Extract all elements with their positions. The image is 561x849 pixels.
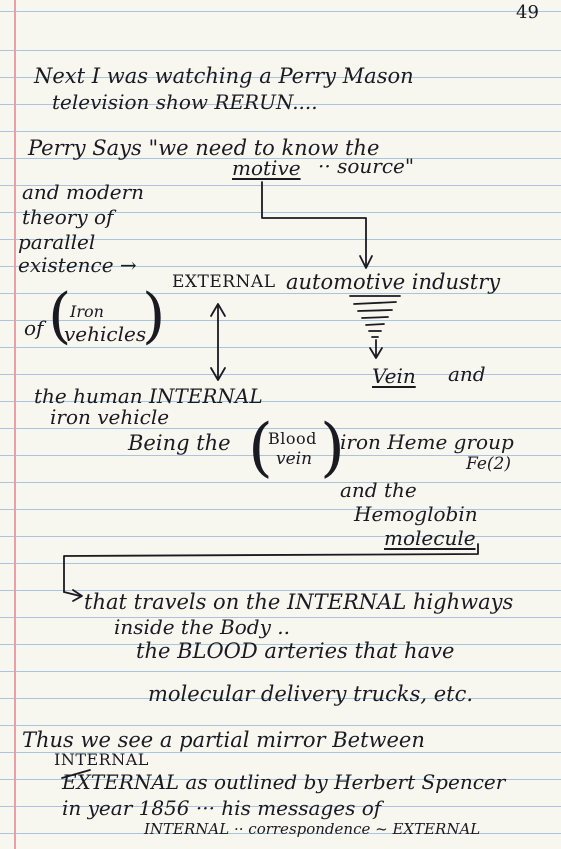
word-vein-2: vein	[276, 449, 313, 469]
line-6: theory of	[22, 205, 114, 229]
hook-line	[64, 544, 478, 592]
paren-right-iron: )	[142, 281, 166, 351]
paren-right-blood: )	[320, 411, 345, 485]
word-being-the: Being the	[128, 431, 231, 455]
line-24: INTERNAL	[54, 750, 149, 769]
word-motive: motive	[232, 156, 301, 180]
iron-heme-group: iron Heme group	[340, 430, 514, 454]
word-vein: Vein	[372, 364, 416, 388]
word-source: ·· source"	[318, 154, 415, 178]
and-the: and the	[340, 478, 417, 502]
line-27: INTERNAL ·· correspondence ~ EXTERNAL	[144, 820, 481, 838]
fe2: Fe(2)	[466, 454, 512, 474]
automotive-industry: automotive industry	[286, 270, 501, 294]
line-23: Thus we see a partial mirror Between	[22, 728, 425, 752]
line-20: inside the Body ..	[114, 615, 290, 639]
page-number: 49	[516, 2, 539, 23]
paren-left-blood: (	[248, 411, 273, 485]
line-7: parallel	[18, 230, 96, 254]
line-1: Next I was watching a Perry Mason	[34, 64, 414, 88]
word-iron: Iron	[70, 302, 104, 321]
line-21: the BLOOD arteries that have	[136, 639, 455, 663]
word-blood: Blood	[268, 429, 317, 448]
word-external: EXTERNAL	[172, 272, 276, 292]
line-12: the human INTERNAL	[34, 384, 263, 408]
line-3: Perry Says "we need to know the	[28, 136, 380, 160]
motive-connector	[262, 182, 366, 266]
line-5: and modern	[22, 180, 145, 204]
word-and: and	[448, 362, 486, 386]
word-vehicles: vehicles	[64, 322, 147, 346]
line-2: television show RERUN....	[52, 90, 318, 114]
line-26: in year 1856 ··· his messages of	[62, 796, 382, 820]
molecule: molecule	[384, 526, 476, 550]
word-of: of	[24, 316, 44, 340]
line-19: that travels on the INTERNAL highways	[84, 590, 514, 614]
line-13: iron vehicle	[50, 405, 170, 429]
line-25: EXTERNAL as outlined by Herbert Spencer	[62, 770, 506, 794]
line-8: existence →	[18, 253, 137, 277]
hemoglobin: Hemoglobin	[354, 502, 478, 526]
paren-left-iron: (	[48, 281, 72, 351]
funnel-coil	[350, 296, 400, 337]
line-22: molecular delivery trucks, etc.	[148, 682, 474, 706]
strike-external	[62, 770, 90, 778]
